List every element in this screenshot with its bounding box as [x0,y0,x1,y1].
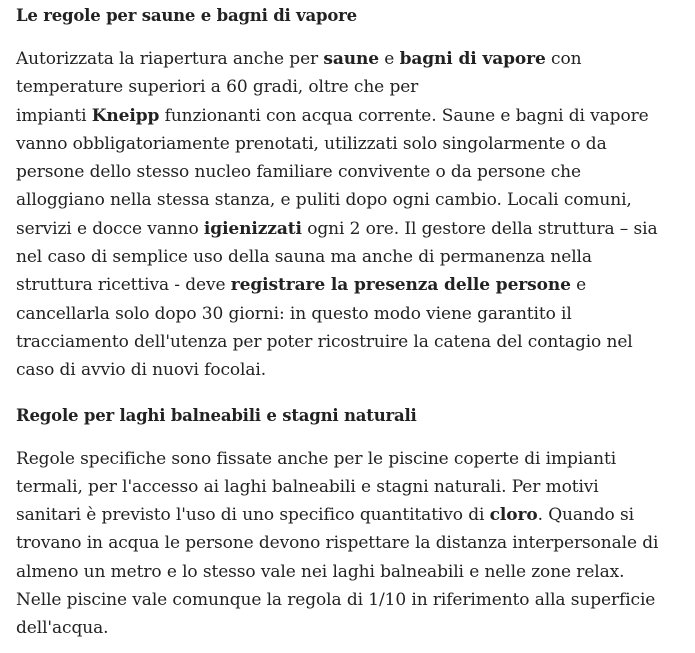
text-run: termali, per l'accesso ai laghi balneabili e stagni naturali. Per motivi [16,476,599,497]
text-run: sanitari è previsto l'uso di uno specifico quantitativo di [16,505,490,526]
text-run: alloggiano nella stessa stanza, e puliti dopo ogni cambio. Locali comuni, [16,190,632,211]
text-run: persone dello stesso nucleo familiare convivente o da persone che [16,162,581,183]
text-run: e [378,49,400,69]
text-run: struttura ricettiva - deve [16,275,231,296]
text-run: impianti [16,105,92,126]
bold-text: saune [323,49,379,69]
text-run: caso di avvio di nuovi focolai. [16,360,267,381]
bold-text: bagni di vapore [399,49,546,69]
text-run: almeno un metro e lo stesso vale nei laghi balneabili e nelle zone relax. [16,561,625,582]
text-run: funzionanti con acqua corrente. Saune e bagni di vapore [159,105,649,126]
bold-text: Kneipp [91,105,160,126]
section-heading-saune: Le regole per saune e bagni di vapore [16,6,357,25]
text-run: temperature superiori a 60 gradi, oltre che per [16,77,419,98]
text-run: dell'acqua. [16,618,109,639]
paragraph-saune [16,45,676,385]
text-run: servizi e docce vanno [16,218,204,239]
text-run: Nelle piscine vale comunque la regola di 1/10 in riferimento alla superficie [16,590,656,611]
bold-text: igienizzati [203,218,302,239]
text-run: con [545,49,582,69]
bold-text: registrare la presenza delle persone [230,275,571,296]
text-run: nel caso di semplice uso della sauna ma anche di permanenza nella [16,247,592,268]
text-run: Regole specifiche sono fissate anche per le piscine coperte di impianti [16,448,617,469]
text-run: vanno obbligatoriamente prenotati, utilizzati solo singolarmente o da [16,133,607,154]
text-run: . Quando si [537,505,634,526]
text-run: ogni 2 ore. Il gestore della struttura – sia [301,218,658,239]
text-run: trovano in acqua le persone devono rispettare la distanza interpersonale di [16,533,659,554]
text-run: cancellarla solo dopo 30 giorni: in questo modo viene garantito il [16,303,572,324]
bold-text: cloro [489,505,538,526]
paragraph-laghi [16,445,676,643]
text-run: Autorizzata la riapertura anche per [16,49,324,69]
text-run: e [570,275,587,296]
section-heading-laghi: Regole per laghi balneabili e stagni naturali [16,405,417,425]
text-run: tracciamento dell'utenza per poter ricostruire la catena del contagio nel [16,331,633,352]
